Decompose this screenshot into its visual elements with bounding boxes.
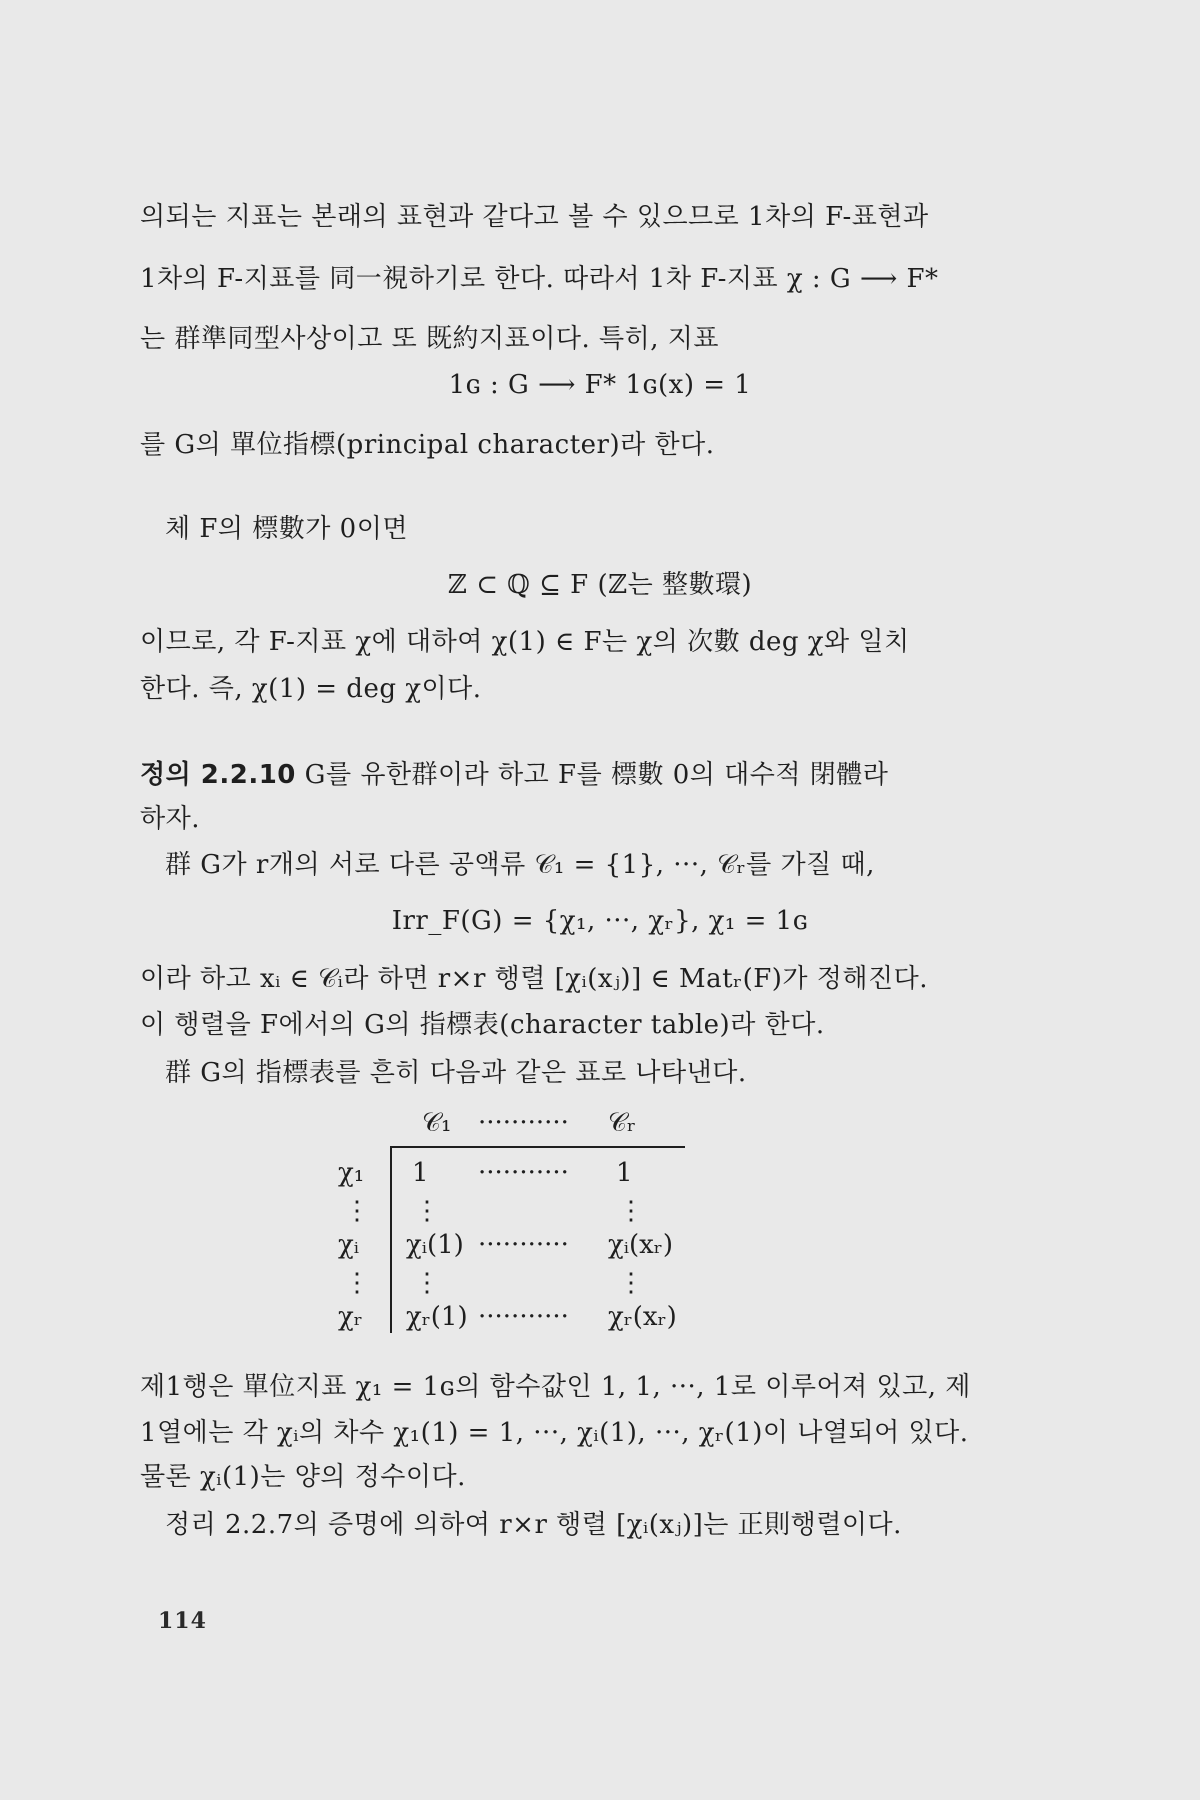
table-cell-r1-dots: ··········· — [478, 1158, 569, 1188]
table-cell-vdots-2-first: ⋮ — [414, 1268, 440, 1298]
table-cell-ri-last: χᵢ(xᵣ) — [608, 1230, 673, 1260]
definition-line-5: 이 행렬을 F에서의 G의 指標表(character table)라 한다. — [140, 1010, 825, 1040]
table-cell-vdots-1-first: ⋮ — [414, 1196, 440, 1226]
table-row-label-rule — [390, 1148, 392, 1333]
closing-line-3: 물론 χᵢ(1)는 양의 정수이다. — [140, 1462, 466, 1492]
table-cell-rr-first: χᵣ(1) — [406, 1302, 468, 1332]
column-header-dots: ··········· — [478, 1108, 569, 1138]
definition-line-1-text: G를 유한群이라 하고 F를 標數 0의 대수적 閉體라 — [304, 760, 889, 790]
paragraph-1-line-1: 의되는 지표는 본래의 표현과 같다고 볼 수 있으므로 1차의 F-표현과 — [140, 202, 929, 232]
table-cell-ri-dots: ··········· — [478, 1230, 569, 1260]
definition-line-3: 群 G가 r개의 서로 다른 공액류 𝒞₁ = {1}, ···, 𝒞ᵣ를 가질 때, — [165, 850, 875, 880]
closing-line-4: 정리 2.2.7의 증명에 의하여 r×r 행렬 [χᵢ(xⱼ)]는 正則행렬이다. — [165, 1510, 902, 1540]
character-table — [330, 1108, 720, 1338]
row-label-chi-1: χ₁ — [338, 1158, 365, 1188]
row-label-vdots-2: ⋮ — [344, 1268, 370, 1298]
closing-line-1: 제1행은 單位지표 χ₁ = 1ɢ의 함수값인 1, 1, ···, 1로 이루어져 있고, 제 — [140, 1372, 971, 1402]
equation-integer-inclusion: ℤ ⊂ ℚ ⊆ F (ℤ는 整數環) — [447, 570, 753, 600]
table-cell-ri-first: χᵢ(1) — [406, 1230, 464, 1260]
equation-unit-character: 1ɢ : G ⟶ F* 1ɢ(x) = 1 — [448, 370, 752, 400]
column-header-last: 𝒞ᵣ — [608, 1108, 636, 1138]
definition-line-4: 이라 하고 xᵢ ∈ 𝒞ᵢ라 하면 r×r 행렬 [χᵢ(xⱼ)] ∈ Matᵣ(F)가 정해진다. — [140, 964, 929, 994]
paragraph-1-line-3: 는 群準同型사상이고 또 既約지표이다. 특히, 지표 — [140, 324, 719, 354]
row-label-chi-i: χᵢ — [338, 1230, 359, 1260]
column-header-first: 𝒞₁ — [422, 1108, 452, 1138]
definition-line-2: 하자. — [140, 804, 200, 834]
definition-line-1 — [140, 758, 888, 792]
table-cell-vdots-1-last: ⋮ — [618, 1196, 644, 1226]
definition-label: 정의 2.2.10 — [140, 760, 296, 790]
table-cell-r1-last: 1 — [616, 1158, 633, 1188]
table-cell-rr-last: χᵣ(xᵣ) — [608, 1302, 677, 1332]
table-cell-r1-first: 1 — [412, 1158, 429, 1188]
table-header-rule — [390, 1146, 685, 1148]
page-number: 114 — [158, 1608, 207, 1634]
paragraph-2-line-3: 한다. 즉, χ(1) = deg χ이다. — [140, 674, 482, 704]
closing-line-2: 1열에는 각 χᵢ의 차수 χ₁(1) = 1, ···, χᵢ(1), ···, χᵣ(1)이 나열되어 있다. — [140, 1418, 969, 1448]
paragraph-1-line-4: 를 G의 單位指標(principal character)라 한다. — [140, 430, 715, 460]
paragraph-2-line-1: 체 F의 標數가 0이면 — [165, 514, 408, 544]
equation-irreducible-characters: Irr_F(G) = {χ₁, ···, χᵣ}, χ₁ = 1ɢ — [391, 906, 809, 936]
paragraph-2-line-2: 이므로, 각 F-지표 χ에 대하여 χ(1) ∈ F는 χ의 次數 deg χ와 일치 — [140, 627, 910, 657]
table-cell-rr-dots: ··········· — [478, 1302, 569, 1332]
row-label-vdots-1: ⋮ — [344, 1196, 370, 1226]
table-cell-vdots-2-last: ⋮ — [618, 1268, 644, 1298]
paragraph-1-line-2: 1차의 F-지표를 同一視하기로 한다. 따라서 1차 F-지표 χ : G ⟶ F* — [140, 264, 939, 294]
row-label-chi-r: χᵣ — [338, 1302, 363, 1332]
definition-line-6: 群 G의 指標表를 흔히 다음과 같은 표로 나타낸다. — [165, 1058, 747, 1088]
